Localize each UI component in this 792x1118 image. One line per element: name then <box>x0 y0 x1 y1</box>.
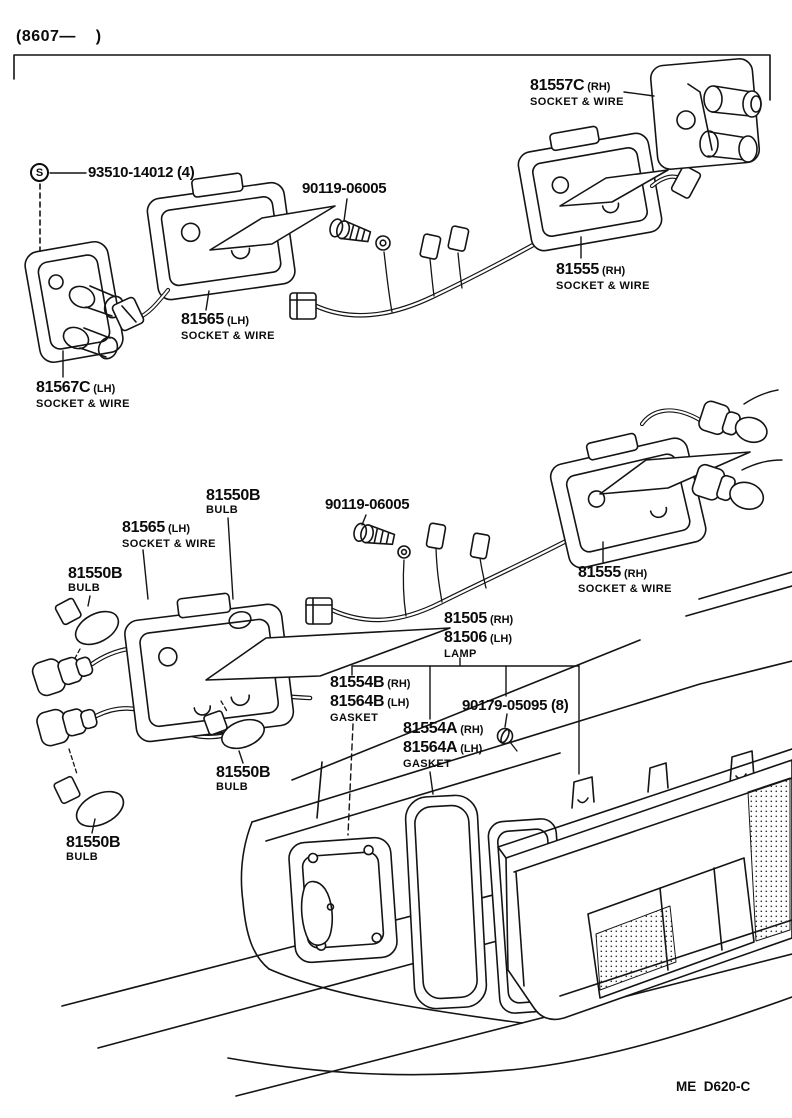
gasket-plate-81554b-drawing <box>288 837 398 964</box>
label-socket-wire-81565-top: 81565 (LH) SOCKET & WIRE <box>181 311 275 342</box>
housing-81567c-drawing <box>23 240 127 365</box>
housing-81557c-drawing <box>650 58 761 170</box>
label-socket-wire-81567c: 81567C (LH) SOCKET & WIRE <box>36 379 130 410</box>
label-gasket-81554b: 81554B (RH) 81564B (LH) GASKET <box>330 674 411 724</box>
label-screw-93510: 93510-14012 (4) <box>88 164 195 181</box>
screw-symbol-marker: S <box>30 163 49 182</box>
label-lamp-81505: 81505 (RH) 81506 (LH) LAMP <box>444 610 514 660</box>
harness-mid-drawing <box>306 523 572 624</box>
bolt-90119-mid-drawing <box>352 522 395 548</box>
label-bulb-81550b-3: 81550B BULB <box>216 764 271 793</box>
label-socket-wire-81555-mid: 81555 (RH) SOCKET & WIRE <box>578 564 672 595</box>
production-range-code: (8607— ) <box>16 28 102 45</box>
label-screw-90179: 90179-05095 (8) <box>462 697 569 714</box>
label-socket-wire-81557c: 81557C (RH) SOCKET & WIRE <box>530 77 624 108</box>
label-socket-wire-81555-top: 81555 (RH) SOCKET & WIRE <box>556 261 650 292</box>
gasket-frame-81554a-drawing <box>405 794 488 1009</box>
label-bolt-90119-top: 90119-06005 <box>302 180 387 197</box>
bolt-90119-top-drawing <box>328 218 371 246</box>
label-bulb-81550b-4: 81550B BULB <box>66 834 121 863</box>
label-bolt-90119-mid: 90119-06005 <box>325 496 410 513</box>
screw-90179-drawing <box>498 728 518 751</box>
bulb-81550b-4-drawing <box>53 776 129 834</box>
bulb-81550b-1-drawing <box>54 597 123 651</box>
label-bulb-81550b-1: 81550B BULB <box>206 487 261 516</box>
lamp-lens-81505-drawing <box>498 749 792 1019</box>
figure-code: ME D620-C <box>676 1079 751 1094</box>
label-gasket-81554a: 81554A (RH) 81564A (LH) GASKET <box>403 720 484 770</box>
label-bulb-81550b-2: 81550B BULB <box>68 565 123 594</box>
label-socket-wire-81565-mid: 81565 (LH) SOCKET & WIRE <box>122 519 216 550</box>
housing-81555-mid-drawing <box>545 390 782 570</box>
